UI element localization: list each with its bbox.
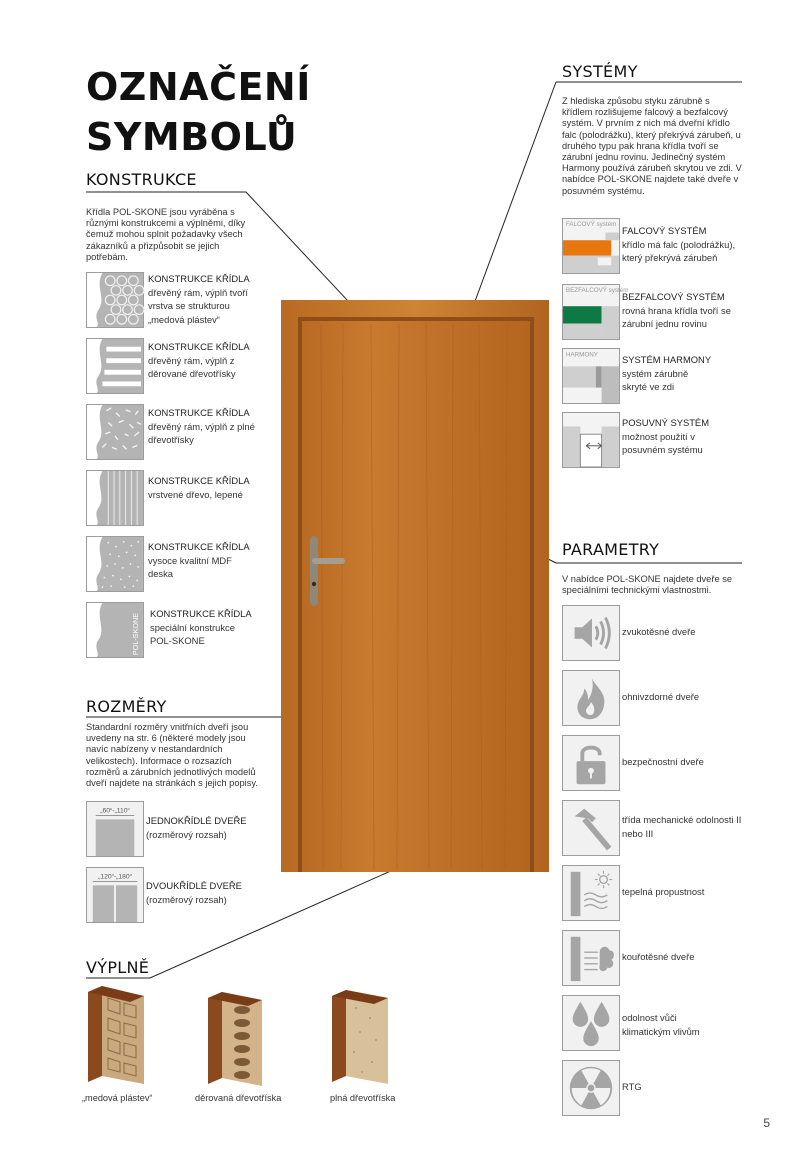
konstrukce-item-5 <box>148 540 250 581</box>
systemy-item-desc: systém zárubně skryté ve zdi <box>622 367 689 392</box>
tubular-chipboard-icon <box>86 338 144 394</box>
double-door-range: „120“-„180“ <box>98 873 132 881</box>
konstrukce-item-desc: dřevěný rám, výplň z plné dřevotřísky <box>148 420 255 445</box>
systemy-item-desc: křídlo má falc (polodrážku), který překrývá zárubeň <box>622 238 736 263</box>
konstrukce-intro: Křídla POL-SKONE jsou vyráběna s různými konstrukcemi a výplněmi, díky čemuž mohou splnit požadavky všech zákazníků a přizpůsobit se jejich potřebám. <box>86 207 246 262</box>
parametry-intro: V nabídce POL-SKONE najdete dveře se speciálními technickými vlastnostmi. <box>562 574 733 596</box>
page-title <box>86 62 311 162</box>
konstrukce-item-2 <box>148 340 258 381</box>
konstrukce-item-desc: vrstvené dřevo, lepené <box>148 488 243 500</box>
systemy-heading: SYSTÉMY <box>562 62 638 81</box>
konstrukce-item-title: KONSTRUKCE KŘÍDLA <box>148 475 250 486</box>
vyplne-heading: VÝPLNĚ <box>86 958 150 977</box>
konstrukce-item-desc: speciální konstrukce POL-SKONE <box>150 621 235 646</box>
rozmery-item-1 <box>146 814 247 841</box>
pol-skone-icon-text: POL-SKONE <box>131 612 141 656</box>
systemy-item-title: FALCOVÝ SYSTÉM <box>622 225 707 236</box>
smoke-icon <box>562 930 620 986</box>
systemy-item-title: BEZFALCOVÝ SYSTÉM <box>622 291 725 302</box>
parametry-item-2: ohnivzdorné dveře <box>622 691 700 702</box>
pol-skone-construction-icon <box>86 602 144 658</box>
rozmery-item-desc: (rozměrový rozsah) <box>146 893 227 905</box>
konstrukce-item-4 <box>148 474 250 501</box>
konstrukce-item-6 <box>150 607 252 648</box>
flush-system-icon <box>562 284 629 340</box>
parametry-item-6: kouřotěsné dveře <box>622 951 695 962</box>
rebated-icon-text: FALCOVÝ systém <box>565 220 617 228</box>
fill-caption: plná dřevotříska <box>330 1093 396 1103</box>
rozmery-intro: Standardní rozměry vnitřních dveří jsou uvedeny na str. 6 (některé modely jsou navíc nabízeny v nestandardních velikostech). Informace o rozsazích rozměrů a zárubních jednotlivých modelů dveří najdete na stránkách s jejich popisy. <box>86 722 258 789</box>
systemy-item-3 <box>622 353 712 394</box>
hammer-icon <box>562 800 620 856</box>
water-drops-icon <box>562 995 620 1051</box>
konstrukce-item-title: KONSTRUKCE KŘÍDLA <box>148 407 250 418</box>
parametry-item-4 <box>622 813 742 840</box>
parametry-heading: PARAMETRY <box>562 540 660 559</box>
systemy-item-2 <box>622 290 747 331</box>
parametry-item-7 <box>622 1011 717 1038</box>
parametry-item-8: RTG <box>622 1081 642 1092</box>
parametry-item-7-label: odolnost vůči klimatickým vlivům <box>622 1012 700 1037</box>
fill-caption: „medová plástev“ <box>82 1093 153 1103</box>
konstrukce-item-desc: vysoce kvalitní MDF deska <box>148 554 232 579</box>
sliding-system-icon <box>562 412 620 468</box>
rozmery-item-title: DVOUKŘÍDLÉ DVEŘE <box>146 880 242 891</box>
systemy-item-1 <box>622 224 747 265</box>
konstrukce-item-title: KONSTRUKCE KŘÍDLA <box>148 273 250 284</box>
honeycomb-icon <box>86 272 144 328</box>
rebated-system-icon <box>562 218 620 274</box>
harmony-system-icon <box>562 348 620 404</box>
honeycomb-fill-sample <box>80 984 156 1086</box>
systemy-intro: Z hlediska způsobu styku zárubně s křídlem rozlišujeme falcový a bezfalcový systém. V prvním z nich má dveřní křídlo falc (polodrážku), který překrývá zárubeň, u druhého typu pak hrana křídla tvoří se zárubní jednu rovinu. Jedinečný systém Harmony používá zárubeň skrytou ve zdi. V nabídce POL-SKONE najdete také dveře v posuvném systému. <box>562 96 742 196</box>
konstrukce-item-desc: dřevěný rám, výplň tvoří vrstva se strukturou „medová plástev“ <box>148 286 249 325</box>
konstrukce-item-1 <box>148 272 268 326</box>
systemy-item-title: SYSTÉM HARMONY <box>622 354 712 365</box>
konstrukce-item-title: KONSTRUKCE KŘÍDLA <box>148 341 250 352</box>
rozmery-item-2 <box>146 879 242 906</box>
single-door-range: „60“-„110“ <box>100 807 130 815</box>
konstrukce-item-3 <box>148 406 258 447</box>
tubular-chipboard-sample <box>202 990 278 1092</box>
rozmery-item-desc: (rozměrový rozsah) <box>146 828 227 840</box>
radiation-icon <box>562 1060 620 1116</box>
speaker-icon <box>562 605 620 661</box>
systemy-item-desc: možnost použití v posuvném systému <box>622 430 703 455</box>
door-illustration <box>281 300 549 872</box>
solid-chipboard-icon <box>86 404 144 460</box>
padlock-icon <box>562 735 620 791</box>
page-title-line1: OZNAČENÍ <box>86 65 311 109</box>
systemy-item-title: POSUVNÝ SYSTÉM <box>622 417 709 428</box>
page-title-line2: SYMBOLŮ <box>86 115 298 159</box>
rozmery-heading: ROZMĚRY <box>86 697 167 716</box>
konstrukce-item-desc: dřevěný rám, výplň z děrované dřevotřísky <box>148 354 236 379</box>
rozmery-item-title: JEDNOKŘÍDLÉ DVEŘE <box>146 815 247 826</box>
konstrukce-heading: KONSTRUKCE <box>86 170 197 189</box>
harmony-icon-text: HARMONY <box>565 351 598 359</box>
parametry-item-3: bezpečnostní dveře <box>622 756 704 767</box>
thermal-icon <box>562 865 620 921</box>
parametry-item-4-label: třída mechanické odolnosti II nebo III <box>622 814 742 839</box>
flame-icon <box>562 670 620 726</box>
parametry-item-5: tepelná propustnost <box>622 886 705 897</box>
parametry-item-1: zvukotěsné dveře <box>622 626 696 637</box>
systemy-item-4 <box>622 416 717 457</box>
single-door-icon <box>86 801 144 857</box>
mdf-board-icon <box>86 536 144 592</box>
flush-icon-text: BEZFALCOVÝ systém <box>565 286 629 294</box>
solid-chipboard-sample <box>326 988 402 1090</box>
laminated-wood-icon <box>86 470 144 526</box>
double-door-icon <box>86 867 144 923</box>
page-number: 5 <box>763 1116 770 1130</box>
konstrukce-item-title: KONSTRUKCE KŘÍDLA <box>148 541 250 552</box>
systemy-item-desc: rovná hrana křídla tvoří se zárubní jednu rovinu <box>622 304 731 329</box>
fill-caption: děrovaná dřevotříska <box>195 1093 282 1103</box>
konstrukce-item-title: KONSTRUKCE KŘÍDLA <box>150 608 252 619</box>
